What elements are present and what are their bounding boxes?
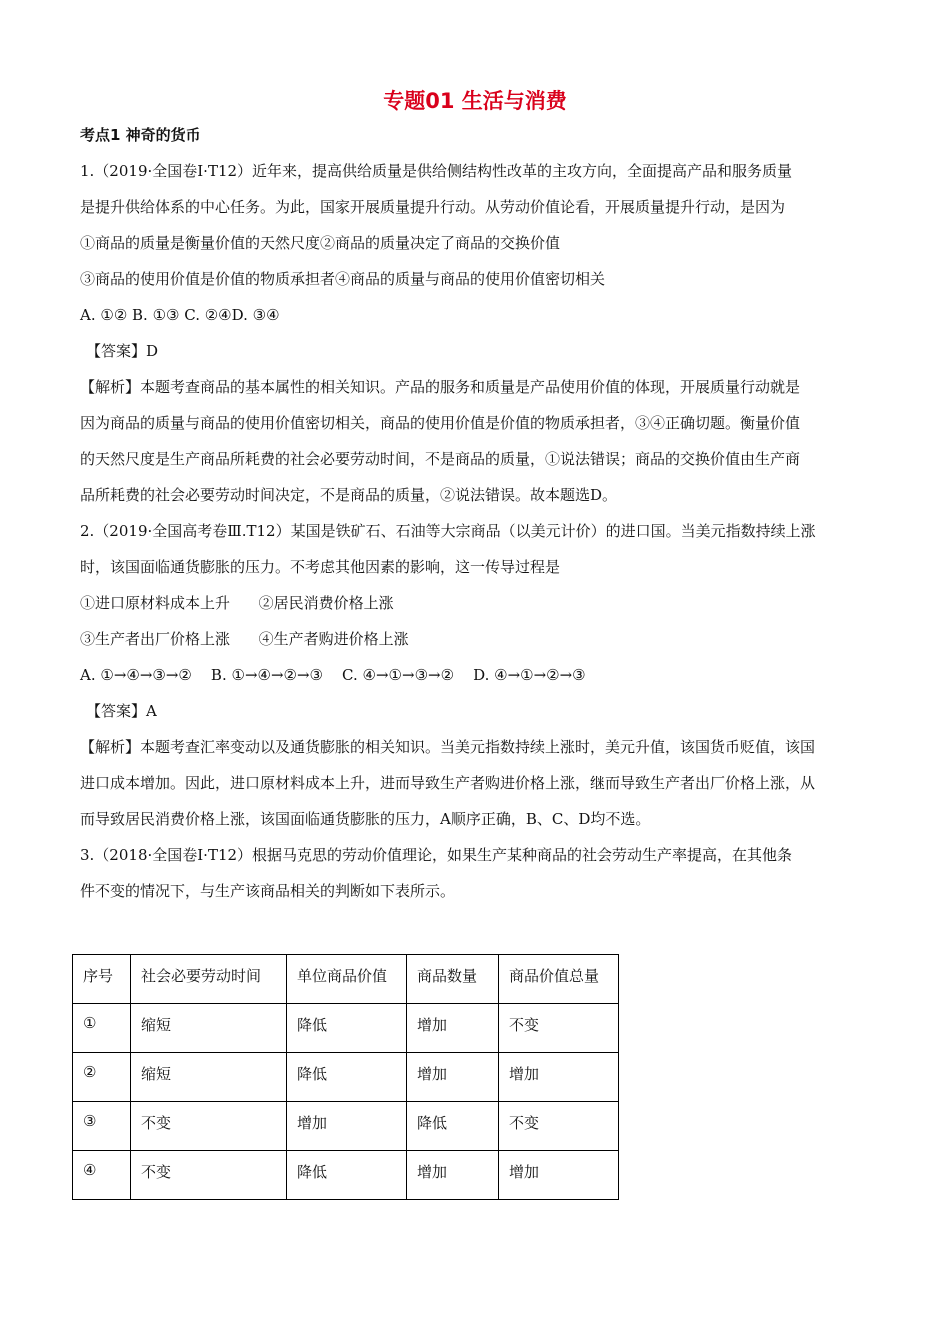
table-cell: 增加	[407, 1151, 499, 1200]
table-cell: 降低	[287, 1004, 407, 1053]
header-cell: 商品价值总量	[499, 955, 619, 1004]
table-cell: 降低	[287, 1151, 407, 1200]
text-line: 【解析】本题考查汇率变动以及通货膨胀的相关知识。当美元指数持续上涨时，美元升值，该国货币贬值，该国	[80, 738, 816, 756]
table-cell: 不变	[499, 1102, 619, 1151]
answer-line: 【答案】A	[86, 702, 157, 720]
table-cell: 增加	[407, 1053, 499, 1102]
text-line: 是提升供给体系的中心任务。为此，国家开展质量提升行动。从劳动价值论看，开展质量提升行动，是因为	[80, 198, 786, 216]
header-cell: 单位商品价值	[287, 955, 407, 1004]
text-line: A. ①→④→③→② B. ①→④→②→③ C. ④→①→③→② D. ④→①→②→③	[80, 666, 586, 684]
text-line: A. ①② B. ①③ C. ②④D. ③④	[80, 306, 280, 324]
table-cell: ①	[73, 1004, 131, 1053]
table-row	[73, 1053, 619, 1102]
table-cell: 增加	[287, 1102, 407, 1151]
judgment-table	[72, 954, 619, 1200]
table-cell: 缩短	[131, 1004, 287, 1053]
text-line: 【解析】本题考查商品的基本属性的相关知识。产品的服务和质量是产品使用价值的体现，开展质量行动就是	[80, 378, 801, 396]
table-cell: 不变	[131, 1102, 287, 1151]
table-cell: 降低	[407, 1102, 499, 1151]
table-cell: ④	[73, 1151, 131, 1200]
text-line: 进口成本增加。因此，进口原材料成本上升，进而导致生产者购进价格上涨，继而导致生产者出厂价格上涨，从	[80, 774, 816, 792]
table-cell: 增加	[499, 1151, 619, 1200]
table-cell: 降低	[287, 1053, 407, 1102]
table-cell: ②	[73, 1053, 131, 1102]
table-cell: 不变	[131, 1151, 287, 1200]
table-cell: ③	[73, 1102, 131, 1151]
text-line: 件不变的情况下，与生产该商品相关的判断如下表所示。	[80, 882, 456, 900]
table-cell: 增加	[407, 1004, 499, 1053]
text-line: 而导致居民消费价格上涨，该国面临通货膨胀的压力，A顺序正确，B、C、D均不选。	[80, 810, 651, 828]
text-line: ①商品的质量是衡量价值的天然尺度②商品的质量决定了商品的交换价值	[80, 234, 561, 252]
text-line: 的天然尺度是生产商品所耗费的社会必要劳动时间，不是商品的质量，①说法错误；商品的交换价值由生产商	[80, 450, 801, 468]
answer-line: 【答案】D	[86, 342, 159, 360]
table-cell: 缩短	[131, 1053, 287, 1102]
text-line: 品所耗费的社会必要劳动时间决定，不是商品的质量，②说法错误。故本题选D。	[80, 486, 618, 504]
table-cell: 增加	[499, 1053, 619, 1102]
table-row	[73, 1102, 619, 1151]
table-header-row	[73, 955, 619, 1004]
question-content	[80, 153, 875, 909]
table-cell: 不变	[499, 1004, 619, 1053]
text-line: 2.（2019·全国高考卷Ⅲ.T12）某国是铁矿石、石油等大宗商品（以美元计价）的进口国。当美元指数持续上涨	[80, 522, 816, 540]
header-cell: 序号	[73, 955, 131, 1004]
text-line: ①进口原材料成本上升 ②居民消费价格上涨	[80, 594, 394, 612]
header-cell: 商品数量	[407, 955, 499, 1004]
text-line: ③商品的使用价值是价值的物质承担者④商品的质量与商品的使用价值密切相关	[80, 270, 606, 288]
table-row	[73, 1004, 619, 1053]
text-line: ③生产者出厂价格上涨 ④生产者购进价格上涨	[80, 630, 409, 648]
text-line: 时，该国面临通货膨胀的压力。不考虑其他因素的影响，这一传导过程是	[80, 558, 561, 576]
text-line: 1.（2019·全国卷Ⅰ·T12）近年来，提高供给质量是供给侧结构性改革的主攻方向，全面提高产品和服务质量	[80, 162, 793, 180]
section-heading: 考点1 神奇的货币	[80, 126, 201, 144]
text-line: 3.（2018·全国卷Ⅰ·T12）根据马克思的劳动价值理论，如果生产某种商品的社会劳动生产率提高，在其他条	[80, 846, 793, 864]
table-row	[73, 1151, 619, 1200]
page-title: 专题01 生活与消费	[383, 89, 567, 113]
text-line: 因为商品的质量与商品的使用价值密切相关，商品的使用价值是价值的物质承担者，③④正确切题。衡量价值	[80, 414, 801, 432]
header-cell: 社会必要劳动时间	[131, 955, 287, 1004]
